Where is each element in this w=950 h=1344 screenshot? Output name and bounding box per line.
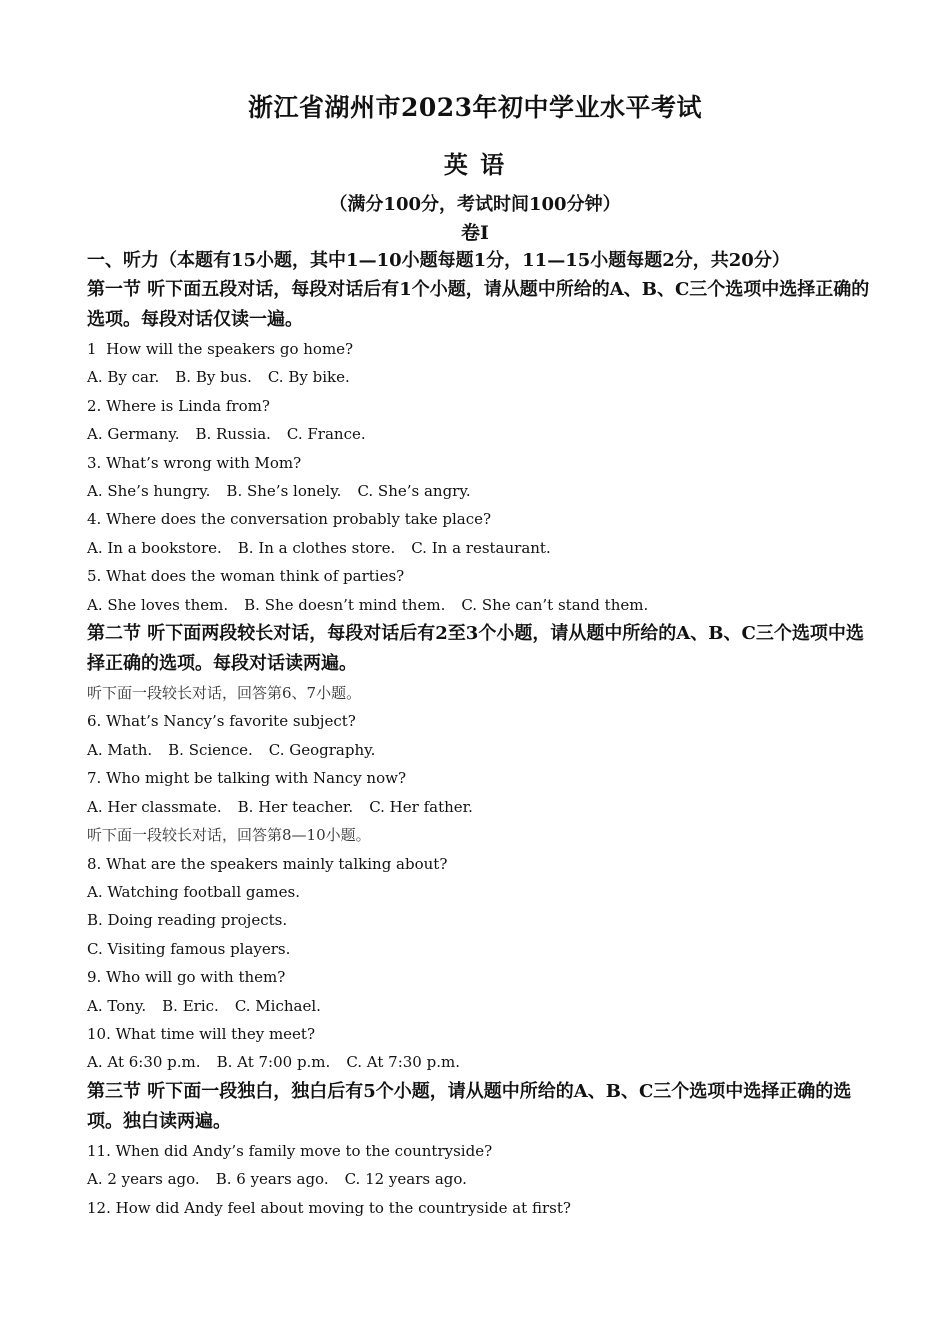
- option-b: B. In a clothes store.: [237, 538, 396, 557]
- option-c: C. Michael.: [234, 996, 321, 1015]
- question-12: 12. How did Andy feel about moving to the countryside at first?: [87, 1198, 571, 1217]
- option-b: B. 6 years ago.: [215, 1170, 329, 1189]
- exam-title: 浙江省湖州市2023年初中学业水平考试: [247, 93, 703, 122]
- question-5-options: [87, 591, 877, 619]
- option-c: C. She’s angry.: [357, 482, 471, 501]
- question-3-options: [87, 477, 877, 505]
- option-b: B. Russia.: [195, 425, 271, 444]
- question-8-option-a: A. Watching football games.: [87, 882, 301, 901]
- question-1-options: [87, 363, 877, 391]
- option-c: C. France.: [286, 425, 366, 444]
- question-7: 7. Who might be talking with Nancy now?: [87, 769, 407, 788]
- score-time-note: （满分100分，考试时间100分钟）: [329, 194, 621, 215]
- option-b: B. Science.: [168, 740, 253, 759]
- option-b: B. She doesn’t mind them.: [244, 595, 446, 614]
- question-1: 1 How will the speakers go home?: [87, 340, 354, 358]
- dialogue-note-6-7: 听下面一段较长对话，回答第6、7小题。: [87, 684, 362, 703]
- question-4: 4. Where does the conversation probably take place?: [87, 510, 492, 529]
- option-c: C. In a restaurant.: [411, 538, 551, 557]
- question-7-options: [87, 793, 877, 821]
- section1-heading: 第一节 听下面五段对话，每段对话后有1个小题，请从题中所给的A、B、C三个选项中选择正确的选项。每段对话仅读一遍。: [87, 279, 870, 330]
- option-b: B. She’s lonely.: [226, 482, 342, 501]
- option-c: C. At 7:30 p.m.: [346, 1053, 460, 1072]
- question-9: 9. Who will go with them?: [87, 968, 286, 987]
- option-c: C. Geography.: [268, 740, 376, 759]
- part1-heading: 一、听力（本题有15小题，其中1—10小题每题1分，11—15小题每题2分，共20分）: [87, 250, 790, 271]
- option-a: A. She’s hungry.: [87, 482, 211, 501]
- dialogue-note-8-10: 听下面一段较长对话，回答第8—10小题。: [87, 826, 371, 845]
- option-a: A. At 6:30 p.m.: [87, 1053, 201, 1072]
- subject-title: 英 语: [443, 150, 507, 179]
- question-8: 8. What are the speakers mainly talking about?: [87, 854, 448, 873]
- question-6-options: [87, 736, 877, 764]
- option-a: A. Her classmate.: [87, 797, 222, 816]
- option-a: A. 2 years ago.: [87, 1170, 200, 1189]
- question-8-option-b: B. Doing reading projects.: [87, 911, 288, 930]
- question-11-options: [87, 1165, 877, 1193]
- question-9-options: [87, 992, 877, 1020]
- volume-label: 卷Ⅰ: [461, 222, 489, 244]
- question-8-option-c: C. Visiting famous players.: [87, 939, 291, 958]
- question-10-options: [87, 1048, 877, 1076]
- exam-content: [87, 247, 877, 1222]
- option-a: A. By car.: [87, 368, 160, 387]
- question-10: 10. What time will they meet?: [87, 1024, 315, 1043]
- question-5: 5. What does the woman think of parties?: [87, 567, 405, 586]
- question-4-options: [87, 534, 877, 562]
- option-a: A. In a bookstore.: [87, 538, 222, 557]
- question-3: 3. What’s wrong with Mom?: [87, 453, 302, 472]
- option-c: C. By bike.: [267, 368, 350, 387]
- question-6: 6. What’s Nancy’s favorite subject?: [87, 712, 356, 731]
- section2-heading: 第二节 听下面两段较长对话，每段对话后有2至3个小题，请从题中所给的A、B、C三个选项中选择正确的选项。每段对话读两遍。: [87, 623, 864, 675]
- option-b: B. At 7:00 p.m.: [216, 1053, 331, 1072]
- option-b: B. Eric.: [162, 996, 219, 1015]
- option-a: A. Math.: [87, 740, 153, 759]
- option-c: C. 12 years ago.: [344, 1170, 467, 1189]
- option-a: A. She loves them.: [87, 595, 229, 614]
- option-a: A. Germany.: [87, 425, 180, 444]
- question-11: 11. When did Andy’s family move to the countryside?: [87, 1141, 493, 1160]
- question-2-options: [87, 420, 877, 448]
- option-b: B. By bus.: [175, 368, 252, 387]
- question-2: 2. Where is Linda from?: [87, 396, 270, 415]
- option-a: A. Tony.: [87, 996, 147, 1015]
- option-c: C. She can’t stand them.: [461, 595, 649, 614]
- option-b: B. Her teacher.: [237, 797, 354, 816]
- section3-heading: 第三节 听下面一段独白，独白后有5个小题，请从题中所给的A、B、C三个选项中选择正确的选项。独白读两遍。: [87, 1080, 852, 1132]
- option-c: C. Her father.: [369, 797, 473, 816]
